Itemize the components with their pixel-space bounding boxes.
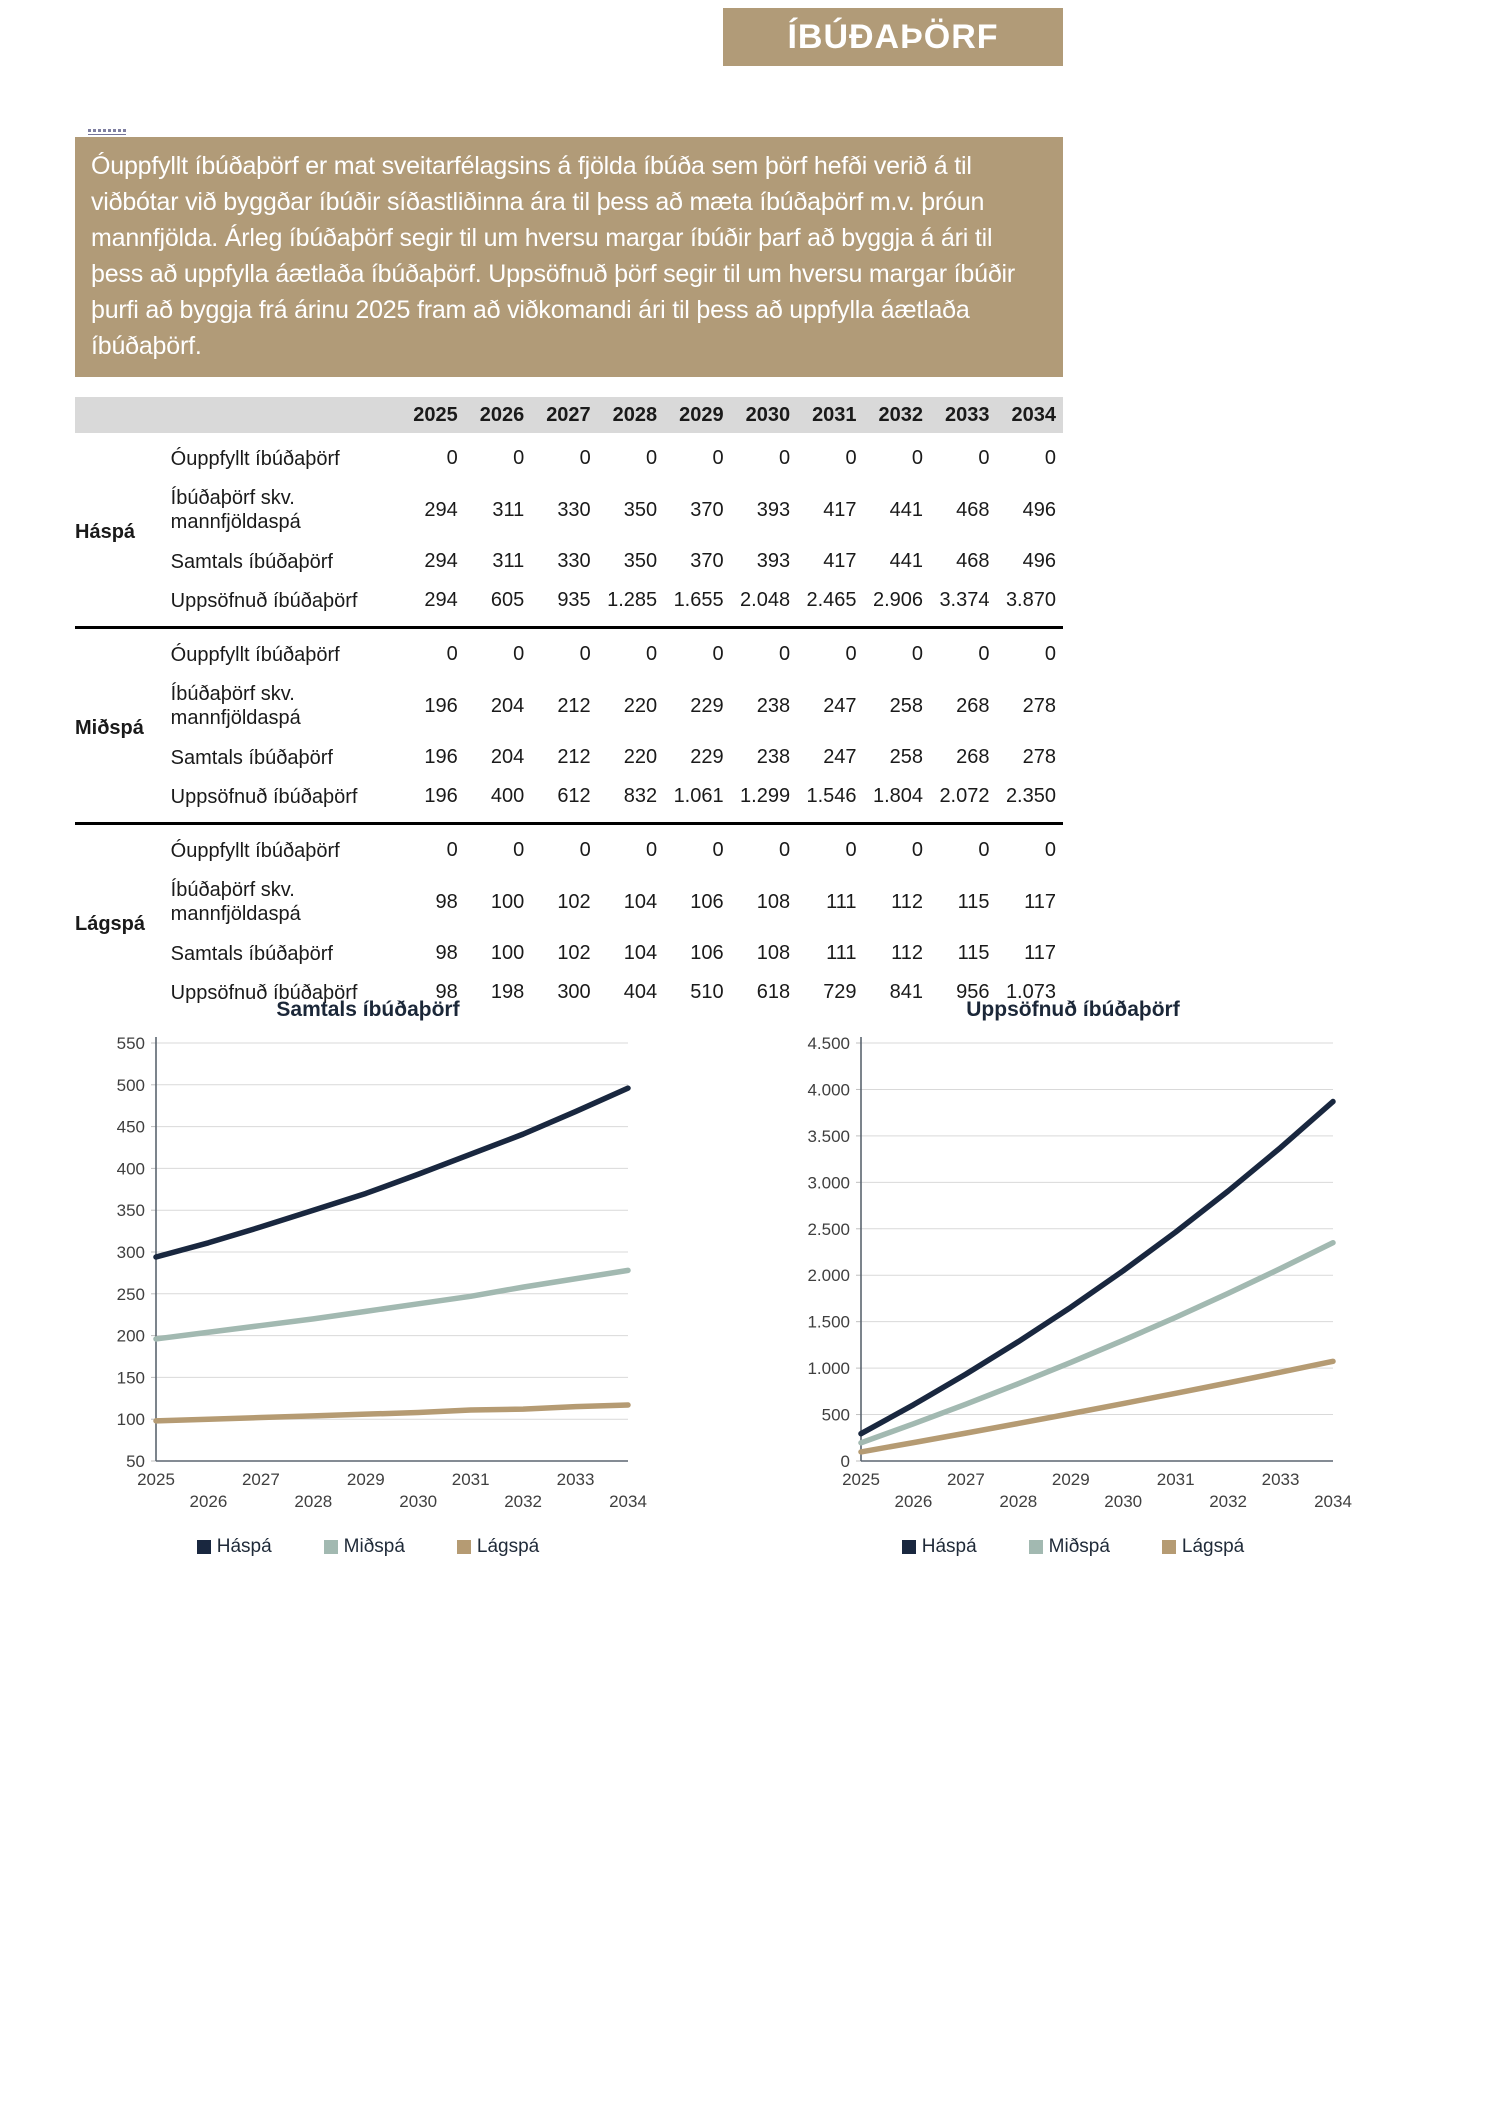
year-header: 2031 bbox=[797, 397, 863, 433]
value-cell: 0 bbox=[513, 839, 525, 861]
value-cell: 104 bbox=[623, 942, 658, 964]
table-row bbox=[75, 674, 1063, 738]
table-row bbox=[75, 433, 1063, 478]
value-cell: 2.465 bbox=[806, 589, 857, 611]
group-2 bbox=[75, 824, 1063, 1019]
value-cell: 0 bbox=[446, 447, 458, 469]
value-cell: 496 bbox=[1022, 498, 1056, 521]
legend-item-Miðspá bbox=[1029, 1536, 1110, 1558]
group-1 bbox=[75, 628, 1063, 824]
y-axis-label: 2.000 bbox=[807, 1266, 850, 1286]
value-cell: 441 bbox=[889, 498, 924, 521]
value-cell: 204 bbox=[490, 746, 525, 768]
value-cell: 204 bbox=[490, 694, 525, 717]
value-cell: 605 bbox=[490, 589, 525, 611]
value-cell: 0 bbox=[579, 643, 591, 665]
value-cell: 0 bbox=[712, 447, 724, 469]
chart-samtals-ibudathorf bbox=[88, 995, 648, 1558]
value-cell: 0 bbox=[778, 839, 791, 861]
row-label: Uppsöfnuð íbúðaþörf bbox=[170, 785, 358, 808]
value-cell: 0 bbox=[911, 643, 924, 665]
table-row bbox=[75, 581, 1063, 628]
series-line-Miðspá bbox=[156, 1270, 628, 1339]
value-cell: 229 bbox=[690, 694, 724, 717]
value-cell: 220 bbox=[623, 694, 658, 717]
table-row bbox=[75, 738, 1063, 777]
value-cell: 294 bbox=[424, 589, 458, 611]
x-axis-label: 2032 bbox=[1209, 1492, 1248, 1511]
series-line-Háspá bbox=[156, 1088, 628, 1257]
value-cell: 729 bbox=[823, 981, 857, 1003]
year-header: 2030 bbox=[731, 397, 797, 433]
value-cell: 330 bbox=[557, 550, 591, 572]
value-cell: 1.804 bbox=[872, 785, 924, 807]
value-cell: 618 bbox=[756, 981, 791, 1003]
intro-text: Óuppfyllt íbúðaþörf er mat sveitarfélagsins á fjölda íbúða sem þörf hefði verið á til viðbótar við byggðar íbúðir síðastliðinna ára til þess að mæta íbúðaþörf m.v. þróun mannfjölda. Árleg íbúðaþörf segir til um hversu margar íbúðir þarf að byggja á ári til þess að uppfylla áætlaða íbúðaþörf. Uppsöfnuð þörf segir til um hversu margar íbúðir þurfi að byggja frá árinu 2025 fram að viðkomandi ári til þess að uppfylla áætlaða íbúðaþörf. bbox=[91, 152, 1015, 360]
value-cell: 0 bbox=[978, 643, 990, 665]
row-label: Uppsöfnuð íbúðaþörf bbox=[170, 589, 358, 612]
x-axis-label: 2030 bbox=[399, 1492, 438, 1511]
value-cell: 0 bbox=[446, 643, 458, 665]
x-axis-label: 2033 bbox=[556, 1470, 595, 1489]
value-cell: 3.374 bbox=[939, 589, 990, 611]
value-cell: 198 bbox=[490, 981, 525, 1003]
value-cell: 258 bbox=[889, 694, 924, 717]
y-axis-label: 1.000 bbox=[807, 1359, 850, 1379]
legend-item-Háspá bbox=[902, 1536, 977, 1558]
tiny-link-artifact bbox=[88, 129, 126, 135]
value-cell: 1.285 bbox=[607, 589, 658, 611]
row-label: Óuppfyllt íbúðaþörf bbox=[170, 447, 340, 470]
table-row bbox=[75, 870, 1063, 934]
y-axis-label: 450 bbox=[116, 1117, 145, 1137]
value-cell: 417 bbox=[823, 498, 857, 521]
value-cell: 0 bbox=[646, 447, 658, 469]
value-cell: 196 bbox=[424, 746, 458, 768]
value-cell: 104 bbox=[623, 890, 658, 913]
value-cell: 350 bbox=[623, 550, 658, 572]
y-axis-label: 250 bbox=[116, 1284, 145, 1304]
value-cell: 0 bbox=[1044, 839, 1056, 861]
group-0 bbox=[75, 433, 1063, 628]
legend-label: Háspá bbox=[216, 1536, 272, 1557]
value-cell: 0 bbox=[1044, 643, 1056, 665]
value-cell: 108 bbox=[756, 890, 791, 913]
chart-title: Uppsöfnuð íbúðaþörf bbox=[966, 998, 1180, 1021]
value-cell: 0 bbox=[646, 839, 658, 861]
value-cell: 0 bbox=[911, 447, 924, 469]
legend-item-Lágspá bbox=[1162, 1536, 1244, 1558]
legend-label: Háspá bbox=[921, 1536, 977, 1557]
value-cell: 196 bbox=[424, 785, 458, 807]
value-cell: 370 bbox=[690, 550, 724, 572]
x-axis-label: 2025 bbox=[842, 1470, 880, 1489]
value-cell: 106 bbox=[690, 942, 724, 964]
value-cell: 111 bbox=[826, 942, 857, 964]
x-axis-label: 2034 bbox=[1314, 1492, 1352, 1511]
y-axis-label: 400 bbox=[116, 1159, 145, 1179]
value-cell: 404 bbox=[623, 981, 658, 1003]
value-cell: 417 bbox=[823, 550, 857, 572]
legend-label: Lágspá bbox=[476, 1536, 540, 1557]
value-cell: 0 bbox=[646, 643, 658, 665]
value-cell: 117 bbox=[1024, 890, 1056, 913]
year-header: 2032 bbox=[864, 397, 930, 433]
row-label: Íbúðaþörf skv. mannfjöldaspá bbox=[170, 487, 301, 533]
value-cell: 2.350 bbox=[1005, 785, 1056, 807]
legend-item-Lágspá bbox=[457, 1536, 539, 1558]
x-axis-label: 2027 bbox=[946, 1470, 985, 1489]
x-axis-label: 2027 bbox=[241, 1470, 280, 1489]
chart-uppsofnud-ibudathorf bbox=[793, 995, 1353, 1558]
year-header: 2029 bbox=[664, 397, 730, 433]
year-header: 2028 bbox=[598, 397, 664, 433]
value-cell: 247 bbox=[823, 694, 857, 717]
legend-label: Miðspá bbox=[1048, 1536, 1110, 1557]
value-cell: 238 bbox=[756, 694, 791, 717]
value-cell: 112 bbox=[891, 942, 924, 964]
value-cell: 311 bbox=[492, 550, 525, 572]
year-header: 2034 bbox=[997, 397, 1064, 433]
value-cell: 0 bbox=[712, 643, 724, 665]
value-cell: 2.906 bbox=[872, 589, 924, 611]
housing-need-table bbox=[75, 397, 1063, 1018]
table-row bbox=[75, 777, 1063, 824]
value-cell: 115 bbox=[957, 942, 990, 964]
y-axis-label: 50 bbox=[126, 1452, 145, 1471]
year-header: 2025 bbox=[398, 397, 464, 433]
value-cell: 0 bbox=[845, 447, 857, 469]
value-cell: 1.299 bbox=[740, 785, 791, 807]
row-label: Óuppfyllt íbúðaþörf bbox=[170, 839, 340, 862]
value-cell: 1.655 bbox=[673, 589, 724, 611]
group-name: Háspá bbox=[75, 521, 136, 543]
value-cell: 0 bbox=[579, 839, 591, 861]
y-axis-label: 3.000 bbox=[807, 1173, 850, 1193]
group-name: Lágspá bbox=[75, 913, 146, 935]
row-label: Samtals íbúðaþörf bbox=[170, 550, 333, 573]
y-axis-label: 200 bbox=[116, 1326, 145, 1346]
legend-swatch bbox=[324, 1540, 338, 1554]
value-cell: 2.048 bbox=[740, 589, 791, 611]
value-cell: 100 bbox=[490, 890, 525, 913]
value-cell: 832 bbox=[623, 785, 658, 807]
x-axis-label: 2029 bbox=[1051, 1470, 1090, 1489]
value-cell: 112 bbox=[891, 890, 924, 913]
x-axis-label: 2028 bbox=[999, 1492, 1038, 1511]
y-axis-label: 3.500 bbox=[807, 1126, 850, 1146]
x-axis-label: 2031 bbox=[451, 1470, 490, 1489]
x-axis-label: 2032 bbox=[504, 1492, 543, 1511]
y-axis-label: 300 bbox=[116, 1243, 145, 1262]
value-cell: 612 bbox=[557, 785, 591, 807]
value-cell: 258 bbox=[889, 746, 924, 768]
value-cell: 238 bbox=[756, 746, 791, 768]
title-banner bbox=[723, 8, 1063, 66]
value-cell: 115 bbox=[957, 890, 990, 913]
value-cell: 311 bbox=[492, 498, 525, 521]
value-cell: 0 bbox=[712, 839, 724, 861]
value-cell: 229 bbox=[690, 746, 724, 768]
table-row bbox=[75, 824, 1063, 871]
value-cell: 1.546 bbox=[806, 785, 857, 807]
value-cell: 212 bbox=[557, 694, 591, 717]
value-cell: 0 bbox=[845, 643, 857, 665]
value-cell: 111 bbox=[826, 890, 857, 913]
value-cell: 2.072 bbox=[939, 785, 990, 807]
value-cell: 247 bbox=[823, 746, 857, 768]
intro-box bbox=[75, 137, 1063, 377]
x-axis-label: 2034 bbox=[609, 1492, 647, 1511]
value-cell: 98 bbox=[435, 981, 458, 1003]
table-row bbox=[75, 934, 1063, 973]
value-cell: 468 bbox=[956, 550, 990, 572]
series-line-Lágspá bbox=[861, 1361, 1333, 1452]
needs-table bbox=[75, 397, 1063, 1018]
legend-swatch bbox=[1029, 1540, 1043, 1554]
chart-canvas bbox=[88, 1029, 648, 1529]
legend-swatch bbox=[902, 1540, 916, 1554]
legend-swatch bbox=[197, 1540, 211, 1554]
x-axis-label: 2029 bbox=[346, 1470, 385, 1489]
row-label: Íbúðaþörf skv. mannfjöldaspá bbox=[170, 879, 301, 925]
value-cell: 0 bbox=[513, 643, 525, 665]
x-axis-label: 2025 bbox=[137, 1470, 175, 1489]
value-cell: 268 bbox=[956, 694, 990, 717]
value-cell: 0 bbox=[911, 839, 924, 861]
value-cell: 0 bbox=[579, 447, 591, 469]
series-line-Miðspá bbox=[861, 1243, 1333, 1443]
y-axis-label: 2.500 bbox=[807, 1219, 850, 1239]
legend-label: Miðspá bbox=[343, 1536, 405, 1557]
x-axis-label: 2026 bbox=[894, 1492, 933, 1511]
y-axis-label: 150 bbox=[116, 1368, 145, 1388]
group-name: Miðspá bbox=[75, 717, 144, 739]
value-cell: 108 bbox=[756, 942, 791, 964]
row-label: Íbúðaþörf skv. mannfjöldaspá bbox=[170, 683, 301, 729]
value-cell: 370 bbox=[690, 498, 724, 521]
legend-swatch bbox=[457, 1540, 471, 1554]
y-axis-label: 1.500 bbox=[807, 1312, 850, 1332]
y-axis-label: 500 bbox=[821, 1405, 850, 1425]
y-axis-label: 4.500 bbox=[807, 1034, 850, 1053]
value-cell: 400 bbox=[490, 785, 525, 807]
value-cell: 278 bbox=[1022, 694, 1056, 717]
table-header-row bbox=[75, 397, 1063, 433]
value-cell: 196 bbox=[424, 694, 458, 717]
value-cell: 350 bbox=[623, 498, 658, 521]
value-cell: 294 bbox=[424, 550, 458, 572]
value-cell: 441 bbox=[889, 550, 924, 572]
header-blank bbox=[171, 397, 399, 433]
value-cell: 1.061 bbox=[673, 785, 724, 807]
header-blank bbox=[75, 397, 171, 433]
y-axis-label: 0 bbox=[840, 1452, 850, 1471]
legend-item-Háspá bbox=[197, 1536, 272, 1558]
row-label: Óuppfyllt íbúðaþörf bbox=[170, 643, 340, 666]
value-cell: 106 bbox=[690, 890, 724, 913]
table-row bbox=[75, 478, 1063, 542]
y-axis-label: 550 bbox=[116, 1034, 145, 1053]
value-cell: 1.073 bbox=[1005, 981, 1056, 1003]
year-header: 2027 bbox=[531, 397, 597, 433]
y-axis-label: 500 bbox=[116, 1075, 145, 1095]
value-cell: 300 bbox=[557, 981, 591, 1003]
value-cell: 841 bbox=[889, 981, 924, 1003]
value-cell: 510 bbox=[690, 981, 724, 1003]
value-cell: 220 bbox=[623, 746, 658, 768]
value-cell: 0 bbox=[778, 643, 791, 665]
chart-title: Samtals íbúðaþörf bbox=[276, 998, 460, 1021]
value-cell: 268 bbox=[956, 746, 990, 768]
table-row bbox=[75, 628, 1063, 675]
legend-label: Lágspá bbox=[1181, 1536, 1245, 1557]
legend-item-Miðspá bbox=[324, 1536, 405, 1558]
series-line-Lágspá bbox=[156, 1405, 628, 1421]
series-line-Háspá bbox=[861, 1102, 1333, 1434]
value-cell: 330 bbox=[557, 498, 591, 521]
value-cell: 956 bbox=[956, 981, 990, 1003]
value-cell: 102 bbox=[557, 942, 591, 964]
x-axis-label: 2033 bbox=[1261, 1470, 1300, 1489]
value-cell: 0 bbox=[978, 447, 990, 469]
y-axis-label: 4.000 bbox=[807, 1080, 850, 1100]
value-cell: 98 bbox=[435, 890, 458, 913]
value-cell: 0 bbox=[446, 839, 458, 861]
x-axis-label: 2030 bbox=[1104, 1492, 1143, 1511]
chart-legend bbox=[793, 1536, 1353, 1558]
x-axis-label: 2026 bbox=[189, 1492, 228, 1511]
value-cell: 0 bbox=[778, 447, 791, 469]
row-label: Uppsöfnuð íbúðaþörf bbox=[170, 981, 358, 1004]
chart-legend bbox=[88, 1536, 648, 1558]
row-label: Samtals íbúðaþörf bbox=[170, 746, 333, 769]
chart-canvas bbox=[793, 1029, 1353, 1529]
value-cell: 98 bbox=[435, 942, 458, 964]
value-cell: 100 bbox=[490, 942, 525, 964]
page-title: ÍBÚÐAÞÖRF bbox=[787, 17, 999, 56]
value-cell: 0 bbox=[978, 839, 990, 861]
x-axis-label: 2031 bbox=[1156, 1470, 1195, 1489]
value-cell: 278 bbox=[1022, 746, 1056, 768]
value-cell: 0 bbox=[845, 839, 857, 861]
y-axis-label: 350 bbox=[116, 1201, 145, 1221]
year-header: 2033 bbox=[930, 397, 996, 433]
legend-swatch bbox=[1162, 1540, 1176, 1554]
x-axis-label: 2028 bbox=[294, 1492, 333, 1511]
value-cell: 212 bbox=[557, 746, 591, 768]
value-cell: 0 bbox=[1044, 447, 1056, 469]
value-cell: 0 bbox=[513, 447, 525, 469]
row-label: Samtals íbúðaþörf bbox=[170, 942, 333, 965]
value-cell: 468 bbox=[956, 498, 990, 521]
value-cell: 496 bbox=[1022, 550, 1056, 572]
value-cell: 294 bbox=[424, 498, 458, 521]
value-cell: 117 bbox=[1024, 942, 1056, 964]
value-cell: 102 bbox=[557, 890, 591, 913]
y-axis-label: 100 bbox=[116, 1410, 145, 1430]
value-cell: 393 bbox=[756, 550, 791, 572]
value-cell: 3.870 bbox=[1005, 589, 1056, 611]
value-cell: 935 bbox=[557, 589, 591, 611]
value-cell: 393 bbox=[756, 498, 791, 521]
year-header: 2026 bbox=[465, 397, 531, 433]
table-row bbox=[75, 542, 1063, 581]
